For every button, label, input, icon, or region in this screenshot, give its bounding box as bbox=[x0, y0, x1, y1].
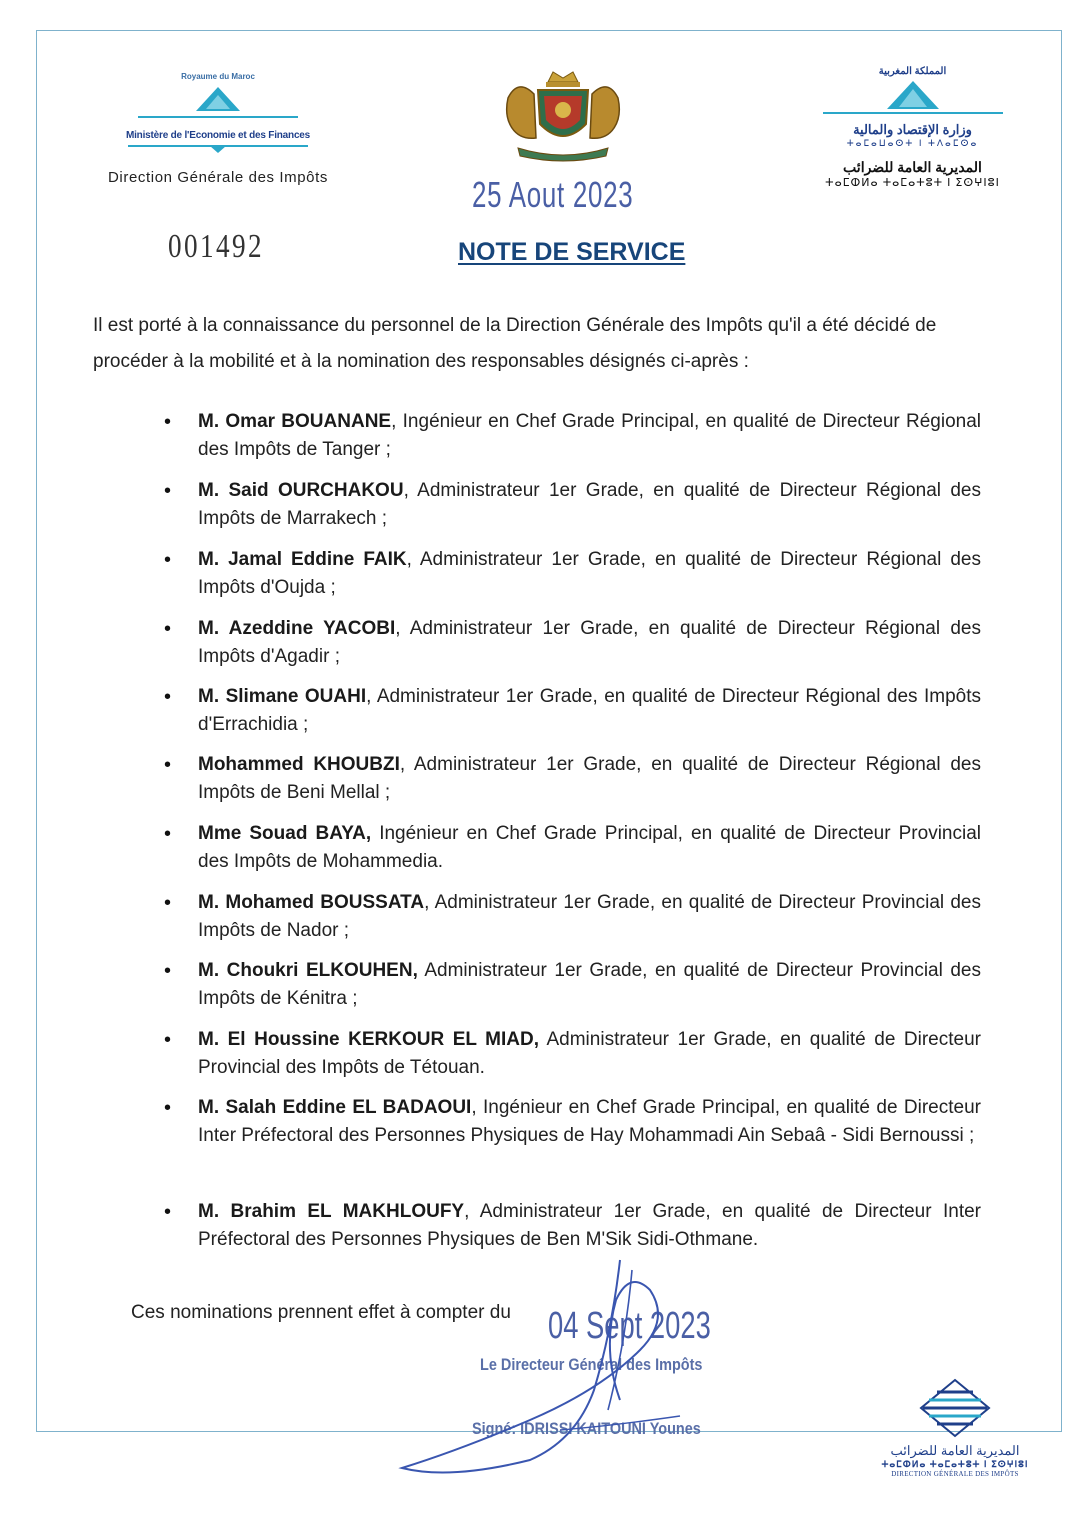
divider-icon bbox=[98, 142, 338, 154]
footer-logo bbox=[880, 1378, 1030, 1478]
pyramid-icon bbox=[98, 81, 338, 125]
document-title: NOTE DE SERVICE bbox=[458, 238, 686, 266]
list-item: • M. Salah Eddine EL BADAOUI, Ingénieur en Chef Grade Principal, en qualité de Directeur Inter Préfectoral des Personnes Physiques de Hay Mohammadi Ain Sebaâ - Sidi Bernoussi ; bbox=[198, 1094, 981, 1150]
signature-icon bbox=[380, 1240, 703, 1480]
ministry-logo-right bbox=[800, 66, 1025, 189]
department-tifinagh: ⵜⴰⵎⵀⵍⴰ ⵜⴰⵎⴰⵜⵓⵜ ⵏ ⵉⵙⵖⵏⵓⵏ bbox=[825, 177, 1000, 189]
kingdom-label: Royaume du Maroc bbox=[181, 72, 255, 81]
department-name: Direction Générale des Impôts bbox=[108, 169, 328, 186]
footer-arabic: المديرية العامة للضرائب bbox=[890, 1443, 1020, 1458]
list-item: • M. Choukri ELKOUHEN, Administrateur 1er Grade, en qualité de Directeur Provincial des Impôts de Kénitra ; bbox=[198, 957, 981, 1013]
signed-by: Signé: IDRISSI KAITOUNI Younes bbox=[472, 1419, 701, 1438]
footer-tifinagh: ⵜⴰⵎⵀⵍⴰ ⵜⴰⵎⴰⵜⵓⵜ ⵏ ⵉⵙⵖⵏⵓⵏ bbox=[881, 1459, 1029, 1469]
ministry-name: Ministère de l'Economie et des Finances bbox=[125, 130, 311, 141]
footer-french: DIRECTION GÉNÉRALE DES IMPÔTS bbox=[891, 1470, 1019, 1478]
list-item: • M. Omar BOUANANE, Ingénieur en Chef Grade Principal, en qualité de Directeur Régional des Impôts de Tanger ; bbox=[198, 408, 981, 464]
list-item: • Mme Souad BAYA, Ingénieur en Chef Grade Principal, en qualité de Directeur Provincial des Impôts de Mohammedia. bbox=[198, 820, 981, 876]
list-item: • M. Brahim EL MAKHLOUFY, Administrateur 1er Grade, en qualité de Directeur Inter Préfectoral des Personnes Physiques de Ben M'Sik Sidi-Othmane. bbox=[198, 1198, 981, 1254]
ministry-tifinagh: ⵜⴰⵎⴰⵡⴰⵙⵜ ⵏ ⵜⴷⴰⵎⵙⴰ bbox=[846, 138, 979, 148]
reference-number: 001492 bbox=[168, 228, 264, 265]
intro-paragraph: Il est porté à la connaissance du personnel de la Direction Générale des Impôts qu'il a été décidé de procéder à la mobilité et à la nomination des responsables désignés ci-après : bbox=[93, 315, 937, 372]
signer-title: Le Directeur Général des Impôts bbox=[480, 1355, 703, 1374]
list-item: • M. Jamal Eddine FAIK, Administrateur 1er Grade, en qualité de Directeur Régional des Impôts d'Oujda ; bbox=[198, 546, 981, 602]
coat-of-arms-icon bbox=[498, 68, 628, 163]
kingdom-arabic: المملكة المغربية bbox=[878, 66, 947, 77]
ministry-logo-left bbox=[78, 72, 358, 186]
list-item: • Mohammed KHOUBZI, Administrateur 1er Grade, en qualité de Directeur Régional des Impôts de Beni Mellal ; bbox=[198, 751, 981, 807]
list-item: • M. Slimane OUAHI, Administrateur 1er Grade, en qualité de Directeur Régional des Impôts d'Errachidia ; bbox=[198, 683, 981, 739]
effective-date-stamp: 04 Sept 2023 bbox=[548, 1305, 711, 1347]
ministry-arabic: وزارة الإقتصاد والمالية bbox=[853, 122, 972, 137]
list-item: • M. Mohamed BOUSSATA, Administrateur 1er Grade, en qualité de Directeur Provincial des Impôts de Nador ; bbox=[198, 889, 981, 945]
pyramid-icon-right bbox=[803, 77, 1023, 117]
list-item: • M. Azeddine YACOBI, Administrateur 1er Grade, en qualité de Directeur Régional des Impôts d'Agadir ; bbox=[198, 615, 981, 671]
list-item: • M. El Houssine KERKOUR EL MIAD, Administrateur 1er Grade, en qualité de Directeur Provincial des Impôts de Tétouan. bbox=[198, 1026, 981, 1082]
closing-sentence: Ces nominations prennent effet à compter du bbox=[131, 1302, 511, 1323]
date-stamp: 25 Aout 2023 bbox=[472, 174, 634, 215]
dgi-emblem-icon bbox=[915, 1378, 995, 1438]
department-arabic: المديرية العامة للضرائب bbox=[843, 159, 982, 175]
list-item: • M. Said OURCHAKOU, Administrateur 1er Grade, en qualité de Directeur Régional des Impôts de Marrakech ; bbox=[198, 477, 981, 533]
